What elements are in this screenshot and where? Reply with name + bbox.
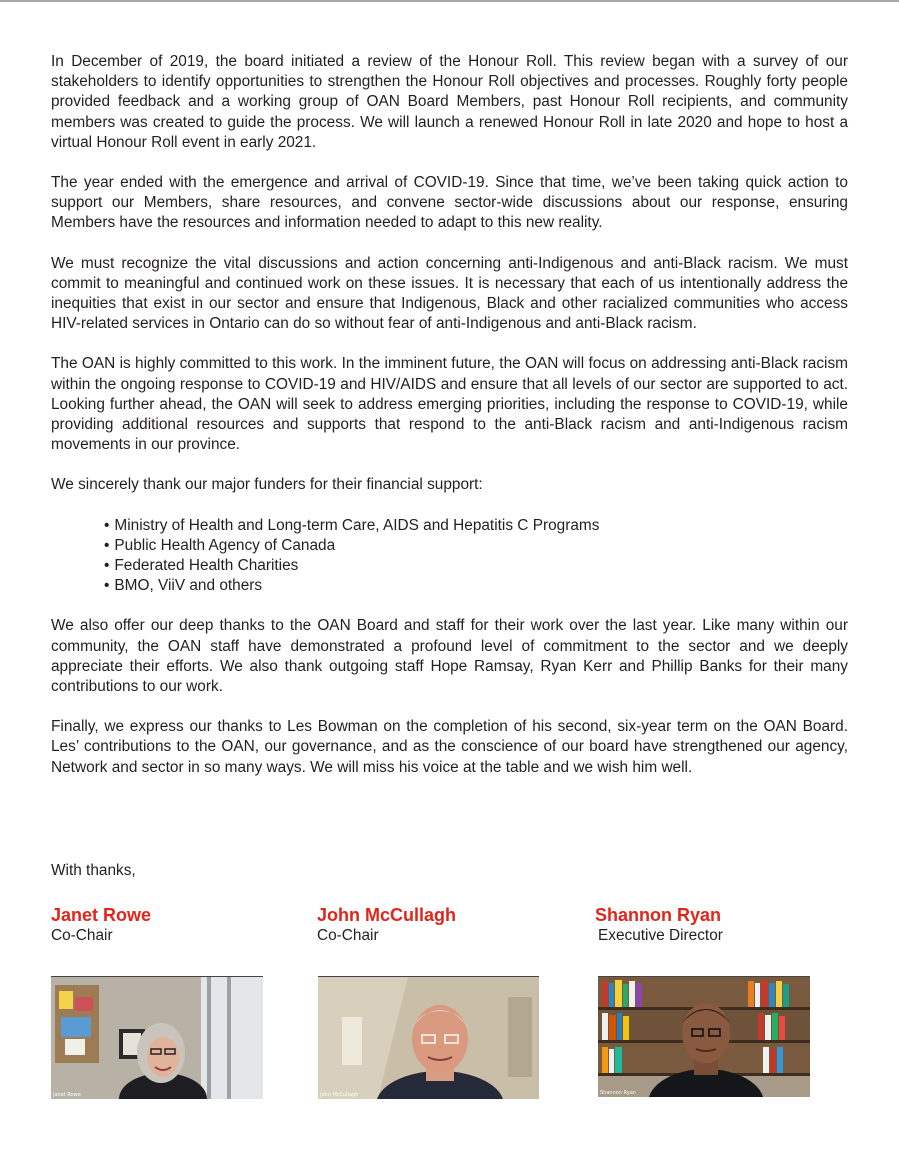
signatory-janet-rowe [51,904,151,946]
funders-list [51,516,848,597]
signatory-name: John McCullagh [317,905,456,925]
signoff: With thanks, [51,862,136,879]
photo-shannon-ryan [598,976,810,1097]
photo-caption: Janet Rowe [53,1092,81,1098]
photo-caption: John McCullagh [320,1092,359,1098]
list-item: • Ministry of Health and Long-term Care, AIDS and Hepatitis C Programs [104,516,848,536]
signatory-shannon-ryan [595,904,723,946]
photo-john-mccullagh [318,976,539,1099]
paragraph-honour-roll: In December of 2019, the board initiated a review of the Honour Roll. This review began with a survey of our stakeholders to identify opportunities to strengthen the Honour Roll objectives and processes. Roughly forty people provided feedback and a working group of OAN Board Members, past Honour Roll recipients, and community members was created to guide the process. We will launch a renewed Honour Roll in late 2020 and hope to host a virtual Honour Roll event in early 2021. [51,53,848,151]
paragraph-covid: The year ended with the emergence and arrival of COVID-19. Since that time, we’ve been taking quick action to support our Members, share resources, and convene sector-wide discussions about our response, ensuring Members have the resources and information needed to adapt to this new reality. [51,174,848,232]
signatory-title: Executive Director [598,927,723,944]
photo-janet-rowe [51,976,263,1099]
paragraph-funders-intro: We sincerely thank our major funders for their financial support: [51,476,483,494]
paragraph-racism: We must recognize the vital discussions and action concerning anti-Indigenous and anti-Black racism. We must commit to meaningful and continued work on these issues. It is necessary that each of us intentionally address the inequities that exist in our sector and ensure that Indigenous, Black and other racialized communities who access HIV-related services in Ontario can do so without fear of anti-Indigenous and anti-Black racism. [51,254,848,333]
signatory-name: Shannon Ryan [595,905,722,925]
list-item: • Federated Health Charities [104,556,848,576]
signatory-john-mccullagh [317,904,456,946]
photo-caption: Shannon Ryan [600,1090,636,1096]
list-item: • BMO, ViiV and others [104,576,848,596]
signatory-title: Co-Chair [51,927,113,944]
letter-body [51,52,848,798]
paragraph-staff-thanks: We also offer our deep thanks to the OAN Board and staff for their work over the last year. Like many within our community, the OAN staff have demonstrated a profound level of commitment to the sector and we deeply appreciate their efforts. We also thank outgoing staff Hope Ramsay, Ryan Kerr and Phillip Banks for their many contributions to our work. [51,617,848,696]
signatory-name: Janet Rowe [51,905,152,925]
list-item: • Public Health Agency of Canada [104,536,848,556]
signatory-title: Co-Chair [317,927,379,944]
paragraph-commitment: The OAN is highly committed to this work. In the imminent future, the OAN will focus on addressing anti-Black racism within the ongoing response to COVID-19 and HIV/AIDS and ensure that all levels of our sector are supported to act. Looking further ahead, the OAN will seek to address emerging priorities, including the response to COVID-19, while providing additional resources and supports that respond to the anti-Black racism and anti-Indigenous racism movements in our province. [51,355,848,454]
top-rule [0,0,899,2]
paragraph-les-bowman: Finally, we express our thanks to Les Bowman on the completion of his second, six-year term on the OAN Board. Les’ contributions to the OAN, our governance, and as the conscience of our board have strengthened our agency, Network and sector in so many ways. We will miss his voice at the table and we wish him well. [51,718,848,776]
